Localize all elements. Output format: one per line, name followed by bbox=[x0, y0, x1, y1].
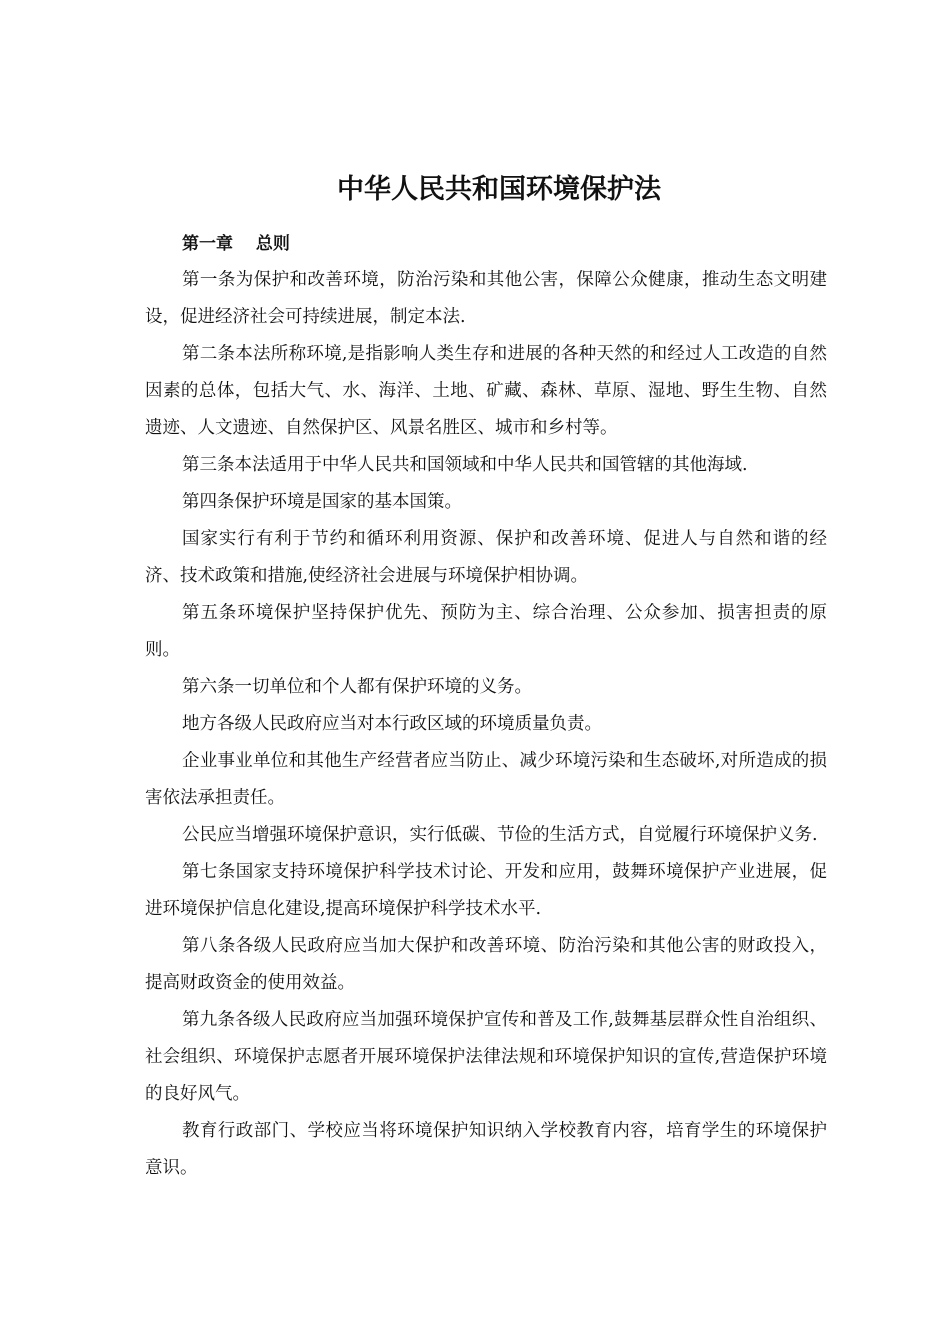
paragraph: 教育行政部门、学校应当将环境保护知识纳入学校教育内容，培育学生的环境保护意识。 bbox=[145, 1121, 827, 1178]
paragraph: 第四条保护环境是国家的基本国策。 bbox=[182, 492, 462, 512]
paragraph: 地方各级人民政府应当对本行政区域的环境质量负责。 bbox=[182, 714, 602, 734]
paragraph: 第七条国家支持环境保护科学技术讨论、开发和应用，鼓舞环境保护产业进展，促进环境保护信息化建设,提高环境保护科学技术水平. bbox=[145, 862, 827, 919]
paragraph: 第五条环境保护坚持保护优先、预防为主、综合治理、公众参加、损害担责的原则。 bbox=[145, 603, 827, 660]
paragraph: 第九条各级人民政府应当加强环境保护宣传和普及工作,鼓舞基层群众性自治组织、社会组织、环境保护志愿者开展环境保护法律法规和环境保护知识的宣传,营造保护环境的良好风气。 bbox=[145, 1010, 827, 1104]
paragraph: 公民应当增强环境保护意识，实行低碳、节俭的生活方式，自觉履行环境保护义务. bbox=[182, 825, 818, 845]
document-body bbox=[145, 226, 827, 1187]
paragraph: 第八条各级人民政府应当加大保护和改善环境、防治污染和其他公害的财政投入，提高财政资金的使用效益。 bbox=[145, 936, 827, 993]
paragraph: 企业事业单位和其他生产经营者应当防止、减少环境污染和生态破坏,对所造成的损害依法承担责任。 bbox=[145, 751, 827, 808]
chapter-heading: 第一章 总则 bbox=[182, 234, 290, 254]
paragraph: 第一条为保护和改善环境，防治污染和其他公害，保障公众健康，推动生态文明建设，促进经济社会可持续进展，制定本法. bbox=[145, 270, 827, 327]
document-title: 中华人民共和国环境保护法 bbox=[337, 174, 661, 205]
paragraph: 第三条本法适用于中华人民共和国领域和中华人民共和国管辖的其他海域. bbox=[182, 455, 748, 475]
paragraph: 国家实行有利于节约和循环利用资源、保护和改善环境、促进人与自然和谐的经济、技术政策和措施,使经济社会进展与环境保护相协调。 bbox=[145, 529, 827, 586]
paragraph: 第六条一切单位和个人都有保护环境的义务。 bbox=[182, 677, 532, 697]
paragraph: 第二条本法所称环境,是指影响人类生存和进展的各种天然的和经过人工改造的自然因素的总体，包括大气、水、海洋、土地、矿藏、森林、草原、湿地、野生生物、自然遗迹、人文遗迹、自然保护区、风景名胜区、城市和乡村等。 bbox=[145, 344, 827, 438]
